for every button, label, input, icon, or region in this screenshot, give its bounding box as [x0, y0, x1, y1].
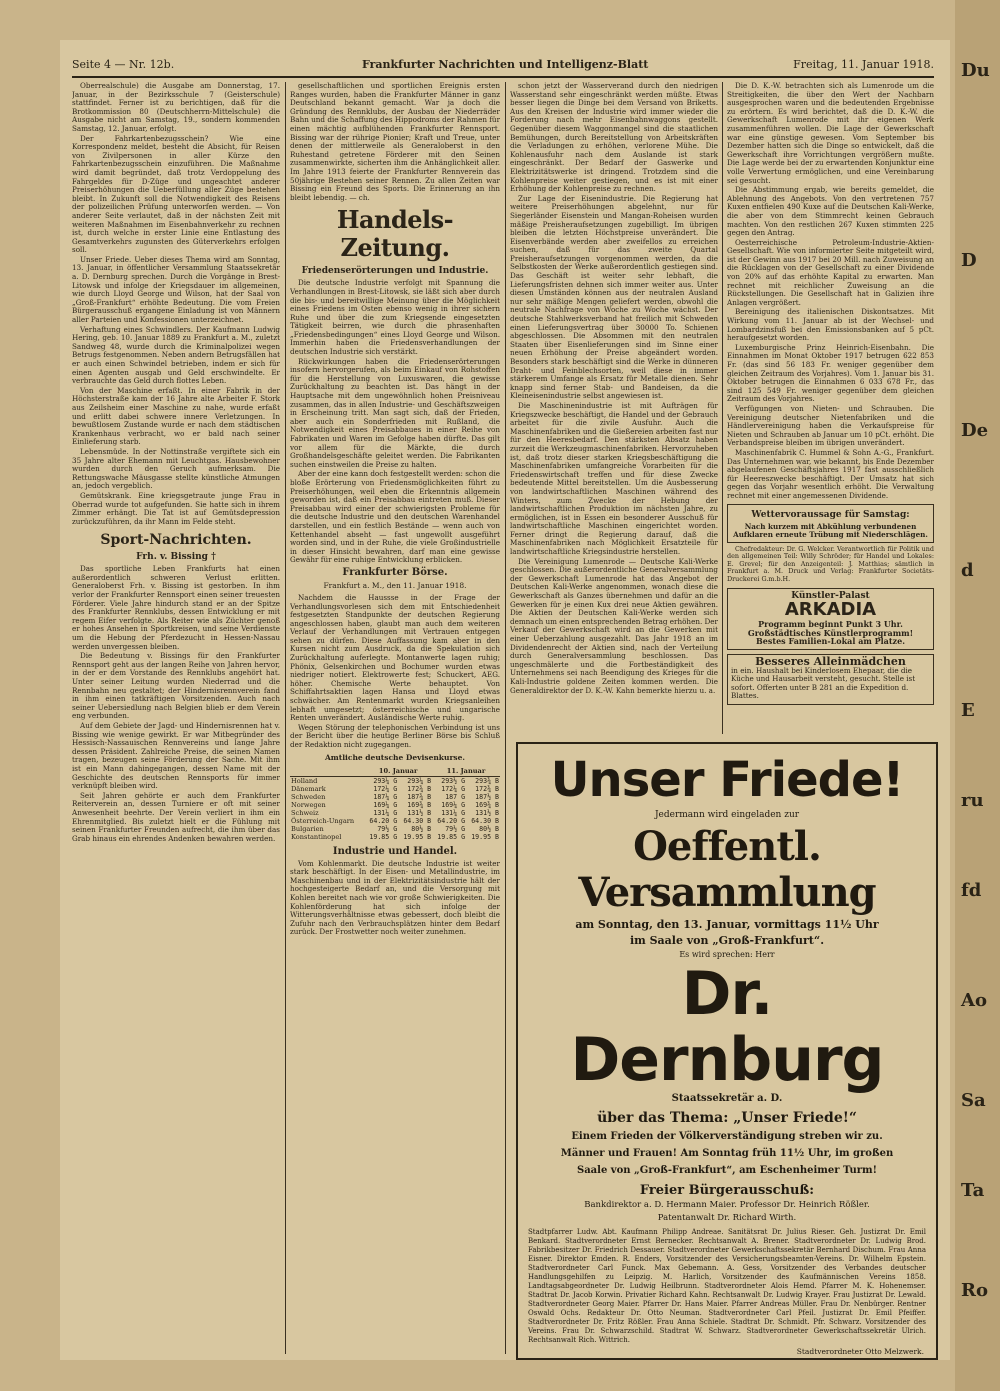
- dernburg-meeting-ad: [516, 742, 938, 1360]
- edge-fragment: Sa: [961, 1090, 986, 1111]
- obituary-title: Frh. v. Bissing †: [136, 552, 216, 563]
- fx-table-title: Amtliche deutsche Devisenkurse.: [324, 752, 465, 762]
- edge-fragment: ru: [961, 790, 984, 811]
- imprint: Chefredakteur: Dr. G. Welcker. Verantwortlich für Politik und den allgemeinen Teil: Willy Schröder; für Handel und Lokales: E. Grevel; für den Anzeigenteil: J. Matthias; sämtlich in Frankfurt a. M. Druck und Verlag: Frankfurter Societäts-Druckerei G.m.b.H.: [727, 544, 934, 584]
- article-paragraph: Zur Lage der Eisenindustrie. Die Regierung hat weitere Preiserhöhungen abgelehnt, nur für Siegerländer Eisenstein und Mangan-Roheisen wurden mäßige Preisheraufsetzungen zugebilligt. Im übrigen bleiben die letzten Höchstpreise unverändert. Die Eisenverbände werden aber zweifellos zu erreichen suchen, daß für das zweite Quartal Preisheraufsetzungen vorgenommen werden, da die Selbstkosten der Werke außerordentlich gestiegen sind. Das Geschäft ist weiter sehr lebhaft, die Lieferungsfristen dehnen sich immer weiter aus. Unter diesen Umständen können aus der neutralen Ausland nur sehr mäßige Mengen geliefert werden, obwohl die neutrale Nachfrage von Woche zu Woche wächst. Der deutsche Stahlwerksverband hat freilich mit Schweden einen Lieferungsvertrag über 30000 To. Schienen abgeschlossen. Die Absommen mit den neutralen Staaten über Eisenlieferungen sind im Sinne einer neuen Erhöhung der Preise abgeändert worden. Besonders stark beschäftigt sind die Werke in dünneren Draht- und Feinblechsorten, weil diese in immer stärkerem Umfange als Ersatz für Metalle dienen. Sehr knapp sind ferner Stab- und Bandeisen, da die Kleineisenindustrie selbst angewiesen ist.: [510, 193, 718, 401]
- fx-header: 11. Januar: [432, 766, 500, 777]
- cinema-ad: [727, 588, 934, 650]
- ad-appeal: Männer und Frauen! Am Sonntag früh 11½ Uhr, im großen: [560, 1148, 894, 1159]
- weather-box: [727, 504, 934, 543]
- ad-topic: über das Thema: „Unser Friede!“: [597, 1110, 857, 1126]
- article-title: Friedenserörterungen und Industrie.: [301, 266, 489, 277]
- bourse-date: Frankfurt a. M., den 11. Januar 1918.: [323, 580, 467, 590]
- article-paragraph: Oberrealschule) die Ausgabe am Donnerstag, 17. Januar, in der Bezirksschule 7 (Geisterschule) stattfindet. Ferner ist zu berichtigen, daß für die Brotkommission 80 (Deutschherrn-Mittelschule) die Ausgabe nicht am Samstag, 19., sondern kommenden Samstag, 12. Januar, erfolgt.: [72, 82, 280, 133]
- cinema-line: Großstädtisches Künstlerprogramm!: [747, 627, 914, 638]
- column-rule: [722, 82, 723, 734]
- table-row: Konstantinopel 19.85 G 19.95 B 19.85 G 19.95 B: [291, 832, 499, 841]
- table-row: Schweden 187¼ G 187¾ B 187 G 187½ B: [291, 792, 499, 801]
- masthead: Frankfurter Nachrichten und Intelligenz-Blatt: [362, 58, 649, 71]
- ad-appeal: Einem Frieden der Völkerverständigung streben wir zu.: [571, 1131, 883, 1142]
- section-title-handels-zeitung: Handels-Zeitung.: [336, 205, 454, 263]
- article-paragraph: Aber der eine kann doch festgestellt werden: schon die bloße Erörterung von Friedensmöglichkeiten führt zu Preiserhöhungen, weil eben die Erkenntnis allgemein geworden ist, daß ein Preisabbau eintreten muß. Dieser Preisabbau wird einer der schwierigsten Probleme für die deutsche Industrie und den deutschen Warenhandel darstellen, und ein festlich Bestände — wenn auch von Kettenhandel abseht — fast ungewollt ausgeführt worden sind, und in der Ruhe, die viele Großindustrielle in dieser Hinsicht bewahren, darf man eine gewisse Gewähr für eine ruhige Entwicklung erblicken.: [290, 469, 500, 565]
- article-paragraph: Die Bedeutung v. Bissings für den Frankfurter Rennsport geht aus der langen Reihe von Jahren hervor, in der er dem Vorstande des Rennklubs angehört hat. Unter seiner Leitung wurden Niederrad und die Rennbahn neu gestaltet; der Hindernisrennverein fand in ihm einen tatkräftigen Vorsitzenden. Auch nach seiner Uebersiedlung nach Belgien blieb er dem Verein eng verbunden.: [72, 651, 280, 721]
- ad-meeting-title: Oeffentl. Versammlung: [578, 823, 876, 916]
- table-row: Norwegen 169¼ G 169¾ B 169¼ G 169¾ B: [291, 800, 499, 809]
- article-paragraph: Rückwirkungen haben die Friedenserörterungen insofern hervorgerufen, als beim Einkauf von Rohstoffen für die Herstellung von Luxuswaren, die gewisse Zurückhaltung zu beachten ist. Das hängt in der Hauptsache mit dem ungewöhnlich hohen Preisniveau zusammen, das in allen Industrie- und Geschäftszweigen in Erscheinung tritt. Man sagt sich, daß der Frieden, aber auch ein Sonderfrieden mit Rußland, die Notwendigkeit eines Preisabbaues in einer Reihe von Fabrikaten und Waren im Gefolge haben dürfte. Das gilt vor allem für die Märkte, die durch Großhandelsgeschäfte geleitet werden. Die Fabrikanten suchen einstweilen die Preise zu halten.: [290, 356, 500, 469]
- column-1: [72, 82, 280, 1354]
- page-number: Seite 4 — Nr. 12b.: [72, 58, 175, 71]
- article-paragraph: Von der Maschine erfaßt. In einer Fabrik in der Höchsterstraße kam der 16 Jahre alte Arbeiter F. Stork aus Zeilsheim einer Maschine zu nahe, wurde erfaßt und erlitt dabei schwere innere Verletzungen. In bewußtlosem Zustande wurde er nach dem städtischen Krankenhaus verbracht, wo er bald nach seiner Einlieferung starb.: [72, 385, 280, 447]
- ad-committee-title: Freier Bürgerausschuß:: [639, 1183, 815, 1198]
- article-paragraph: Nachdem die Haussse in der Frage der Verhandlungsvorlesen sich dem mit Entschiedenheit festgesetzten Standpunkte der deutschen Regierung angeschlossen haben, glaubt man auch dem weiteren Verlauf der Verhandlungen mit Vertrauen entgegen sehen zu dürfen. Diese Auffassung kam aber in den Kursen nicht zum Ausdruck, da die Spekulation sich Zurückhaltung auferlegte. Montanwerte lagen ruhig; Phönix, Gelsenkirchen und Bochumer wurden etwas niedriger notiert. Elektrowerte fest; Schuckert, AEG. höher. Chemische Werte behauptet. Von Schiffahrtsaktien lagen Hansa und Lloyd etwas schwächer. Am Rentenmarkt wurden Kriegsanleihen lebhaft umgesetzt; österreichische und ungarische Renten unverändert. Ausländische Werte ruhig.: [290, 592, 500, 723]
- article-paragraph: Gemütskrank. Eine kriegsgetraute junge Frau in Oberrad wurde tot aufgefunden. Sie hatte sich in ihrem Zimmer erhängt. Die Tat ist auf Gemütsdepression zurückzuführen, da ihr Mann im Felde steht.: [72, 490, 280, 526]
- article-paragraph: Verhaftung eines Schwindlers. Der Kaufmann Ludwig Hering, geb. 10. Januar 1889 zu Frankfurt a. M., zuletzt Sandweg 48, wurde durch die Kriminalpolizei wegen Betrugs festgenommen. Neben andern Betrugsfällen hat er auch einen Schwindel betrieben, indem er sich für einen Agenten ausgab und Geld erschwindelte. Er verbrauchte das Geld durch flottes Leben.: [72, 324, 280, 386]
- job-text: in ein. Haushalt bei Kinderlosem Ehepaar, die die Küche und Hausarbeit versteht, gesucht. Stelle ist sofort. Offerten unter B 281 an die Expedition d. Blattes.: [731, 665, 916, 701]
- column-3: [510, 82, 718, 734]
- article-paragraph: Die deutsche Industrie verfolgt mit Spannung die Verhandlungen in Brest-Litowsk, sie läßt sich aber durch die bis- und bereitwillige Meinung über die Möglichkeit eines Friedens im Osten ebenso wenig in ihrer sichern Ruhe und über die zum Kriegsende eingesetzten Tätigkeit beirren, wie durch die phrasenhaften „Friedensbedingungen“ eines Lloyd George und Wilson. Immerhin haben die Friedensverhandlungen der deutschen Industrie sich verstärkt.: [290, 278, 500, 357]
- column-4: [727, 82, 934, 734]
- article-paragraph: Die D. K.-W. betrachten sich als Lumenrode um die Streitigkeiten, die über den Wert der Nachbarn ausgesprochen waren und die bedeutenden Ergebnisse zu erörtern. Es wird berichtet, daß die D. K.-W. die Gewerkschaft Lumenrode mit ihr eigenen Werk zusammenführen wollen. Die Lage der Gewerkschaft war eine günstige gewesen. Vom September bis Dezember hatten sich die Dinge so entwickelt, daß die Gewerkschaft ihre Vorrichtungen vergrößern mußte. Die Lage werde bei der zu erwartenden Konjunktur eine volle Verwertung ermöglichen, und eine Vereinbarung sei gesucht.: [727, 82, 934, 185]
- bourse-title: Frankfurter Börse.: [342, 566, 448, 578]
- ad-speaker-intro: Es wird sprechen: Herr: [679, 950, 775, 959]
- job-ad: [727, 654, 934, 705]
- article-paragraph: Vom Kohlenmarkt. Die deutsche Industrie ist weiter stark beschäftigt. In der Eisen- und Metallindustrie, im Maschinenbau und in der Elektrizitätsindustrie hält der hochgesteigerte Bedarf an, und die Versorgung mit Kohlen bereitet nach wie vor große Schwierigkeiten. Die Kohlenförderung hat sich infolge der Witterungsverhältnisse etwas gebessert, doch bleibt die Zufuhr nach den Verbrauchsplätzen hinter dem Bedarf zurück. Der Frostwetter noch weiter zunehmen.: [290, 858, 500, 937]
- weather-title: Wettervoraussage für Samstag:: [751, 509, 910, 520]
- edge-fragment: Ao: [961, 990, 987, 1011]
- table-row: Bulgarien 79½ G 80½ B 79½ G 80½ B: [291, 824, 499, 833]
- header-rule: [72, 76, 934, 78]
- article-paragraph: Unser Friede. Ueber dieses Thema wird am Sonntag, 13. Januar, in öffentlicher Versammlung Staatssekretär a. D. Dernburg sprechen. Durch die Vorgänge in Brest-Litowsk und infolge der Kriegsdauer im allgemeinen, wie durch Lloyd George und Wilson, hat der Saal von „Groß-Frankfurt“ erhöhte Bedeutung. Die vom Freien Bürgerausschuß ergangene Einladung ist von Männern aller Parteien und Konfessionen unterzeichnet.: [72, 254, 280, 325]
- cinema-name: Künstler-Palast: [791, 590, 870, 601]
- article-paragraph: Die Vereinigung Lumenrode — Deutsche Kali-Werke geschlossen. Die außerordentliche Generalversammlung der Gewerkschaft Lumenrode hat das Angebot der Deutschen Kali-Werke angenommen, wonach diese die Gewerkschaft als Ganzes übernehmen und dafür an die Gewerken für je einen Kux drei neue Aktien gewähren. Die Aktien der Deutschen Kali-Werke werden sich demnach um einen entsprechenden Betrag erhöhen. Der Verkauf der Gewerkschaft wird an die Gewerken mit einer Ueberzahlung ausgezahlt. Das Jahr 1918 an im Dividendenrecht der Aktien sind, nach der Verteilung durch Generalversammlung beschlossen. Das ungeschmälerte und die Fortbeständigkeit des Unternehmens sei nach Beendigung des Krieges für die Kali-Industrie goldene Zeiten kommen werden. Die Generaldirektor der D. K.-W. Kahn bemerkte hierzu u. a.: [510, 556, 718, 695]
- ad-committee-leaders: Patentanwalt Dr. Richard Wirth.: [657, 1213, 797, 1223]
- cinema-line: Bestes Familien-Lokal am Platze.: [756, 636, 905, 647]
- edge-fragment: De: [961, 420, 989, 441]
- edge-fragment: Ta: [961, 1180, 985, 1201]
- article-paragraph: Der Fahrkartenbezugsschein? Wie eine Korrespondenz meldet, besteht die Absicht, für Reisen von Zivilpersonen in aller Kürze den Fahrkartenbezugsschein einzuführen. Die Maßnahme wird damit begründet, daß trotz Verdoppelung des Fahrgeldes für D-Züge und ungeachtet anderer Preiserhöhungen die Ueberfüllung aller Züge bestehen bleibt. In Zukunft soll die Notwendigkeit des Reisens der polizeilichen Prüfung unterworfen werden. — Von anderer Seite verlautet, daß in der nächsten Zeit mit weiteren Maßnahmen im Eisenbahnverkehr zu rechnen ist, durch welche in erster Linie eine Entlastung des Gesamtverkehrs zugunsten des Güterverkehrs erfolgen soll.: [72, 133, 280, 255]
- edge-fragment: d: [961, 560, 974, 581]
- ad-venue: im Saale von „Groß-Frankfurt“.: [629, 934, 825, 947]
- article-paragraph: Luxemburgische Prinz Heinrich-Eisenbahn. Die Einnahmen im Monat Oktober 1917 betrugen 622 853 Fr. (das sind 56 183 Fr. weniger gegenüber dem gleichen Zeitraum des Vorjahres). Vom 1. Januar bis 31. Oktober betrugen die Einnahmen 6 033 678 Fr., das sind 125 549 Fr. weniger gegenüber dem gleichen Zeitraum des Vorjahres.: [727, 342, 934, 404]
- edge-fragment: D: [961, 250, 977, 271]
- article-paragraph: Die Abstimmung ergab, wie bereits gemeldet, die Ablehnung des Angebots. Von den vertretenen 757 Kuxen entfielen 490 Kuxe auf die Deutschen Kali-Werke, die aber von dem Stimmrecht keinen Gebrauch machten. Von den restlichen 267 Kuxen stimmten 225 gegen den Antrag.: [727, 185, 934, 238]
- article-paragraph: Maschinenfabrik C. Hummel & Sohn A.-G., Frankfurt. Das Unternehmen war, wie bekannt, bis Ende Dezember abgelaufenen Geschäftsjahres 1917 fast ausschließlich für Heereszwecke beschäftigt. Der Umsatz hat sich gegen das Vorjahr wesentlich erhöht. Die Verwaltung rechnet mit einer angemessenen Dividende.: [727, 447, 934, 500]
- article-paragraph: Bereinigung des italienischen Diskontsatzes. Mit Wirkung vom 11. Januar ab ist der Wechsel- und Lombardzinsfuß bei den Emissionsbanken auf 5 pCt. heraufgesetzt worden.: [727, 307, 934, 343]
- weather-forecast: Nach kurzem mit Abkühlung verbundenen Aufklaren erneute Trübung mit Niederschlägen.: [733, 521, 928, 540]
- ad-speaker-title: Staatssekretär a. D.: [671, 1093, 783, 1104]
- article-paragraph: Seit Jahren gehörte er auch dem Frankfurter Reiterverein an, dessen Turniere er oft mit seiner Anwesenheit beehrte. Der Verein verliert in ihm ein Ehrenmitglied. Bis zuletzt hielt er die Fühlung mit seinen Frankfurter Freunden aufrecht, die ihm über das Grab hinaus ein ehrendes Andenken bewahren werden.: [72, 790, 280, 843]
- ad-headline: Unser Friede!: [550, 752, 904, 808]
- article-paragraph: Wegen Störung der telephonischen Verbindung ist uns der Bericht über die heutige Berliner Börse bis Schluß der Redaktion nicht zugegangen.: [290, 722, 500, 749]
- ad-signatories: Stadtpfarrer Ludw. Abt. Kaufmann Philipp Andreae. Sanitätsrat Dr. Julius Rieser. Geh. Justizrat Dr. Emil Benkard. Stadtverordneter Ernst Bernecker. Rechtsanwalt A. Brener. Stadtverordneter Dr. Ludwig Brod. Fabrikbesitzer Dr. Friedrich Dessauer. Stadtverordneter Gewerkschaftssekretär Bernhard Dischum. Frau Anna Eisner. Direktor Emden. R. Enders, Vorsitzender des Versicherungsbeamten-Vereins. Dr. Wilhelm Epstein. Stadtverordneter Carl Funck. Max Gebemann. A. Gess, Vorsitzender des Verbandes deutscher Handlungsgehilfen zu Leipzig. M. Harlich, Vorsitzender des Kaufmännischen Vereins 1858. Landtagsabgeordneter Dr. Ludwig Heilbrunn. Stadtverordneter Alois Hemd. Pfarrer M. K. Hohenemser. Stadtrat Dr. Jacob Korwin. Privatier Richard Kahn. Rechtsanwalt Dr. Ludwig Krayer. Frau Justizrat Dr. Lewald. Stadtverordneter Georg Maier. Pfarrer Dr. Hans Maier. Pfarrer Andreas Müller. Frau Dr. Nenbürger. Rentner Oswald Ochs. Redakteur Dr. Otto Neuman. Stadtverordneter Carl Pfeil. Justizrat Dr. Emil Pfeiffer. Stadtverordneter Dr. Fritz Rößler. Frau Anna Schiele. Stadtrat Dr. Schmidt. Pfr. Schwarz. Vorsitzender des Vereins. Frau Dr. Schwarzschild. Stadtrat W. Schwarz. Stadtverordneter Gewerkschaftssekretär Ulrich. Rechtsanwalt Rich. Wittrich.: [528, 1228, 926, 1344]
- fx-header: 10. Januar: [364, 766, 432, 777]
- section-title-sport: Sport-Nachrichten.: [100, 532, 252, 549]
- edge-fragment: Du: [961, 60, 990, 81]
- article-paragraph: Auf dem Gebiete der Jagd- und Hindernisrennen hat v. Bissing wie wenige gewirkt. Er war Mitbegründer des Hessisch-Nassauischen Rennvereins und lange Jahre dessen Präsident. Zahlreiche Preise, die seinen Namen tragen, bezeugen seine Förderung der Sache. Mit ihm ist ein Mann dahingegangen, dessen Name mit der Geschichte des deutschen Rennsports für immer verknüpft bleiben wird.: [72, 720, 280, 791]
- cinema-title: ARKADIA: [784, 599, 877, 621]
- table-row: Dänemark 172¼ G 172¾ B 172¼ G 172¾ B: [291, 784, 499, 793]
- cinema-line: Programm beginnt Punkt 3 Uhr.: [758, 619, 903, 630]
- table-row: Holland 293¼ G 293¼ B 293½ G 293¾ B: [291, 776, 499, 785]
- ad-appeal: Saale von „Groß-Frankfurt“, am Eschenheimer Turm!: [576, 1165, 878, 1176]
- page-header: [72, 55, 934, 75]
- table-row: Schweiz 131¼ G 131½ B 131¼ G 131½ B: [291, 808, 499, 817]
- article-paragraph: Oesterreichische Petroleum-Industrie-Aktien-Gesellschaft. Wie von informierter Seite mitgeteilt wird, ist der Gewinn aus 1917 bei 20 Mill. nach Zuweisung an die Rücklagen von der Gesellschaft zu einer Dividende von 20% auf das erhöhte Kapital zu erwarten. Man rechnet mit reichlicher Zuweisung an die Rückstellungen. Die Gesellschaft hat in Galizien ihre Anlagen vergrößert.: [727, 237, 934, 307]
- ad-speaker-name: Dr. Dernburg: [570, 959, 884, 1095]
- fx-header: [290, 766, 364, 777]
- article-paragraph: schon jetzt der Wasserverand durch den niedrigen Wasserstand sehr eingeschränkt werden müßte. Etwas besser liegen die Dinge bei dem Versand von Briketts. Aus den Kreisen der Industrie wird immer wieder die Forderung nach mehr Eisenbahnwaggons gestellt. Gegenüber diesem Waggonmangel sind die staatlichen Bemühungen, durch Bereitstellung von Arbeitskräften die Verladungen zu erhöhen, verlorene Mühe. Die Kohlenausfuhr nach dem Auslande ist stark eingeschränkt. Der Bedarf der Gaswerke und Elektrizitätswerke ist dringend. Trotzdem sind die Kohlenpreise weiter gestiegen, und es ist mit einer Erhöhung der Kohlenpreise zu rechnen.: [510, 82, 718, 194]
- edge-fragment: Ro: [961, 1280, 988, 1301]
- issue-date: Freitag, 11. Januar 1918.: [793, 58, 934, 71]
- adjacent-page-edge: [955, 0, 1000, 1391]
- ad-date: am Sonntag, den 13. Januar, vormittags 11½ Uhr: [575, 918, 879, 931]
- article-paragraph: Das sportliche Leben Frankfurts hat einen außerordentlich schweren Verlust erlitten. Generaloberst Frh. v. Bissing ist gestorben. In ihm verlor der Frankfurter Rennsport einen seiner treuesten Förderer. Viele Jahre hindurch stand er an der Spitze des Frankfurter Rennklubs, dessen Entwicklung er mit regem Eifer verfolgte. Als Reiter wie als Züchter genoß er hohes Ansehen in Sportkreisen, und seine Verdienste um die Hebung der Pferdezucht in Hessen-Nassau werden unvergessen bleiben.: [72, 564, 280, 651]
- article-paragraph: Lebensmüde. In der Nottinstraße vergiftete sich ein 35 Jahre alter Ehemann mit Leuchtgas. Hausbewohner wurden durch den Geruch aufmerksam. Die Rettungswache Mäusgasse stellte künstliche Atmungen an, jedoch vergeblich.: [72, 446, 280, 491]
- edge-fragment: E: [961, 700, 975, 721]
- edge-fragment: fd: [961, 880, 982, 901]
- column-rule: [285, 82, 286, 1354]
- industry-title: Industrie und Handel.: [332, 845, 458, 857]
- article-paragraph: Verfügungen von Nieten- und Schrauben. Die Vereinigung deutscher Nietenfabriken und die Händlervereinigung haben die Verkaufspreise für Nieten und Schrauben ab Januar um 10 pCt. erhöht. Die Verbandspreise bleiben im übrigen unverändert.: [727, 403, 934, 448]
- article-paragraph: gesellschaftlichen und sportlichen Ereignis ersten Ranges wurden, haben die Frankfurter Männer in ganz Deutschland bekannt gemacht. War ja doch die Gründung des Rennklubs, der Ausbau der Niederräder Bahn und die Schaffung des Hippodroms der Rahmen für einen mächtig aufblühenden Frankfurter Rennsport. Bissing war der rührige Pionier; Kraft und Treue, unter denen der mittlerweile als Generaloberst in den Ruhestand getretene Förderer mit den Seinen zusammenwirkte, sicherten ihm die Anhänglichkeit aller. Im Jahre 1913 feierte der Frankfurter Rennverein das 50jährige Bestehen seiner Rennen. Zu allen Zeiten war Bissing ein Freund des Sports. Die Erinnerung an ihn bleibt lebendig. — ch.: [290, 82, 500, 202]
- ad-committee-leaders: Bankdirektor a. D. Hermann Maier. Professor Dr. Heinrich Rößler.: [584, 1200, 870, 1210]
- article-paragraph: Die Maschinenindustrie ist mit Aufträgen für Kriegszwecke beschäftigt, die Handel und der Gebrauch arbeitet für die zivile Ausfuhr. Auch die Maschinenfabriken und die Gießereien arbeiten fast nur für den Heeresbedarf. Den stärksten Absatz haben zurzeit die Werkzeugmaschinenfabriken. Hervorzuheben ist, daß trotz dieser starken Kriegsbeschäftigung die Maschinenfabriken umfangreiche Vorarbeiten für die Friedenswirtschaft treffen und für diese Zwecke bedeutende Mittel bereitstellen. Um die Ausbesserung von landwirtschaftlichen Maschinen während des Winters, zum Zwecke der Hebung der landwirtschaftlichen Produktion im nächsten Jahre, zu ermöglichen, ist in Essen ein besonderer Ausschuß für landwirtschaftliche Maschinen eingerichtet worden. Ferner dringt die Regierung darauf, daß die Maschinenfabriken nach Möglichkeit Ersatzteile für landwirtschaftliche Kriegsindustrie herstellen.: [510, 400, 718, 557]
- exchange-rate-table: [290, 766, 500, 841]
- column-rule: [505, 82, 506, 1354]
- ad-last-signatory: Stadtverordneter Otto Melzwerk.: [796, 1347, 924, 1356]
- table-row: Österreich-Ungarn 64.20 G 64.30 B 64.20 G 64.30 B: [291, 816, 499, 825]
- column-2: [290, 82, 500, 1354]
- ad-invite: Jedermann wird eingeladen zur: [654, 810, 800, 820]
- job-title: Besseres Alleinmädchen: [755, 655, 906, 669]
